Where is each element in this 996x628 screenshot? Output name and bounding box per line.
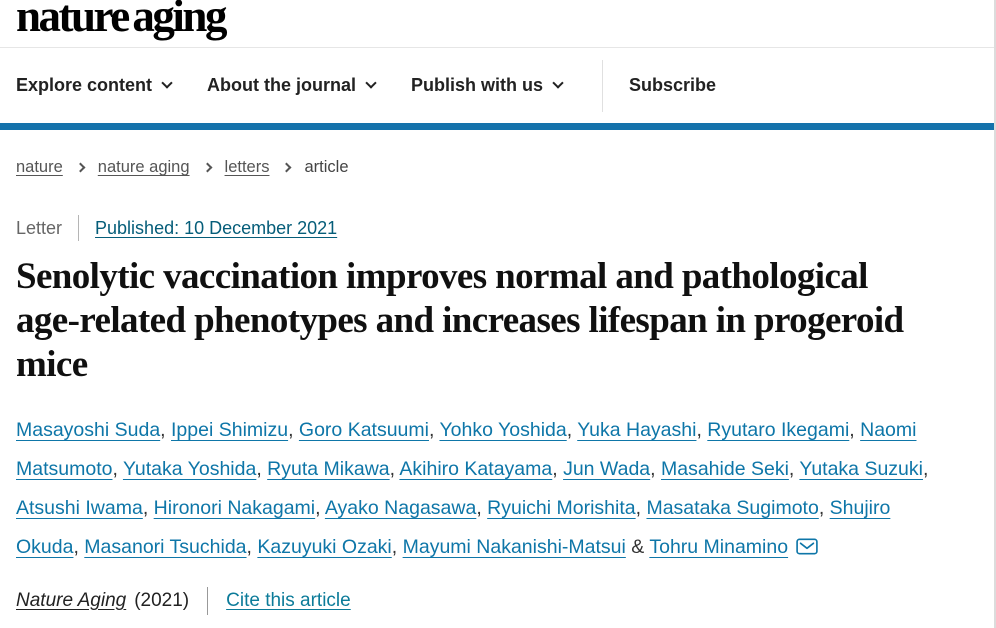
envelope-icon[interactable] xyxy=(796,530,818,569)
breadcrumb-link-nature[interactable]: nature xyxy=(16,158,63,176)
nav-publish-with-us-label: Publish with us xyxy=(411,75,544,95)
author-separator: , xyxy=(160,419,172,442)
author-link[interactable]: Yohko Yoshida xyxy=(439,419,567,442)
author-link[interactable]: Yutaka Suzuki xyxy=(799,458,923,481)
author-separator: , xyxy=(112,458,123,481)
author-separator: , xyxy=(635,497,647,520)
nav-explore-content[interactable] xyxy=(16,75,171,96)
author-link[interactable]: Masayoshi Suda xyxy=(16,419,161,442)
chevron-right-icon xyxy=(75,163,85,173)
nav-subscribe-label: Subscribe xyxy=(629,75,717,95)
author-separator: , xyxy=(288,419,299,442)
author-separator: , xyxy=(428,419,440,442)
nav-about-the-journal[interactable] xyxy=(207,75,375,96)
author-link[interactable]: Mayumi Nakanishi-Matsui xyxy=(402,536,626,559)
article-meta-row xyxy=(16,215,978,241)
author-link[interactable]: Akihiro Katayama xyxy=(399,458,553,481)
meta-divider xyxy=(78,215,79,241)
author-separator: , xyxy=(73,536,85,559)
chevron-down-icon xyxy=(161,77,172,88)
nav-divider xyxy=(602,60,603,112)
article-type-label: Letter xyxy=(16,217,63,238)
author-separator: , xyxy=(552,458,564,481)
site-header xyxy=(0,0,994,48)
author-link[interactable]: Naomi Matsumoto xyxy=(16,419,917,481)
breadcrumb-link-letters[interactable]: letters xyxy=(224,158,270,176)
author-link[interactable]: Goro Katsuumi xyxy=(298,419,429,442)
author-separator: , xyxy=(788,458,800,481)
chevron-right-icon xyxy=(282,163,292,173)
author-separator: , xyxy=(256,458,268,481)
author-list xyxy=(16,411,948,569)
author-separator: , xyxy=(650,458,661,481)
breadcrumb xyxy=(16,158,978,177)
main-nav xyxy=(0,48,994,123)
author-link[interactable]: Tohru Minamino xyxy=(649,536,789,559)
author-link[interactable]: Yutaka Yoshida xyxy=(122,458,257,481)
author-separator: , xyxy=(922,458,929,481)
breadcrumb-current-article: article xyxy=(304,158,349,176)
nav-about-the-journal-label: About the journal xyxy=(207,75,357,95)
author-separator: , xyxy=(315,497,325,520)
breadcrumb-link-nature-aging[interactable]: nature aging xyxy=(97,158,190,176)
chevron-right-icon xyxy=(202,163,212,173)
author-link[interactable]: Jun Wada xyxy=(563,458,651,481)
author-link[interactable]: Yuka Hayashi xyxy=(577,419,697,442)
author-link[interactable]: Ayako Nagasawa xyxy=(324,497,477,520)
citation-year: (2021) xyxy=(134,590,190,612)
author-separator: , xyxy=(696,419,708,442)
article-title: Senolytic vaccination improves normal and pathological age-related phenotypes and increases lifespan in progeroid mice xyxy=(16,256,904,386)
journal-accent-bar xyxy=(0,123,994,130)
author-link[interactable]: Kazuyuki Ozaki xyxy=(257,536,392,559)
author-separator: , xyxy=(849,419,861,442)
author-link[interactable]: Ippei Shimizu xyxy=(171,419,289,442)
author-separator: , xyxy=(818,497,830,520)
chevron-down-icon xyxy=(365,77,376,88)
published-date-link[interactable]: Published: 10 December 2021 xyxy=(95,217,338,238)
author-separator: & xyxy=(625,536,650,559)
author-separator: , xyxy=(142,497,154,520)
journal-citation-link[interactable]: Nature Aging xyxy=(16,590,127,612)
author-separator: , xyxy=(391,536,403,559)
journal-logo[interactable]: nature aging xyxy=(16,0,225,41)
author-link[interactable]: Ryutaro Ikegami xyxy=(707,419,850,442)
article-header xyxy=(0,158,994,615)
author-link[interactable]: Atsushi Iwama xyxy=(16,497,143,520)
citation-row xyxy=(16,587,978,615)
author-separator: , xyxy=(389,458,400,481)
author-link[interactable]: Masahide Seki xyxy=(661,458,789,481)
citation-divider xyxy=(207,587,208,615)
author-link[interactable]: Ryuichi Morishita xyxy=(487,497,636,520)
author-link[interactable]: Shujiro Okuda xyxy=(16,497,891,559)
chevron-down-icon xyxy=(552,77,563,88)
author-link[interactable]: Masataka Sugimoto xyxy=(646,497,819,520)
nav-publish-with-us[interactable] xyxy=(411,75,562,96)
nav-subscribe[interactable] xyxy=(629,75,716,96)
cite-this-article-link[interactable]: Cite this article xyxy=(226,590,351,612)
author-link[interactable]: Masanori Tsuchida xyxy=(84,536,247,559)
nav-explore-content-label: Explore content xyxy=(16,75,153,95)
author-separator: , xyxy=(566,419,578,442)
author-separator: , xyxy=(246,536,258,559)
author-link[interactable]: Hironori Nakagami xyxy=(153,497,316,520)
author-link[interactable]: Ryuta Mikawa xyxy=(267,458,390,481)
author-separator: , xyxy=(476,497,488,520)
